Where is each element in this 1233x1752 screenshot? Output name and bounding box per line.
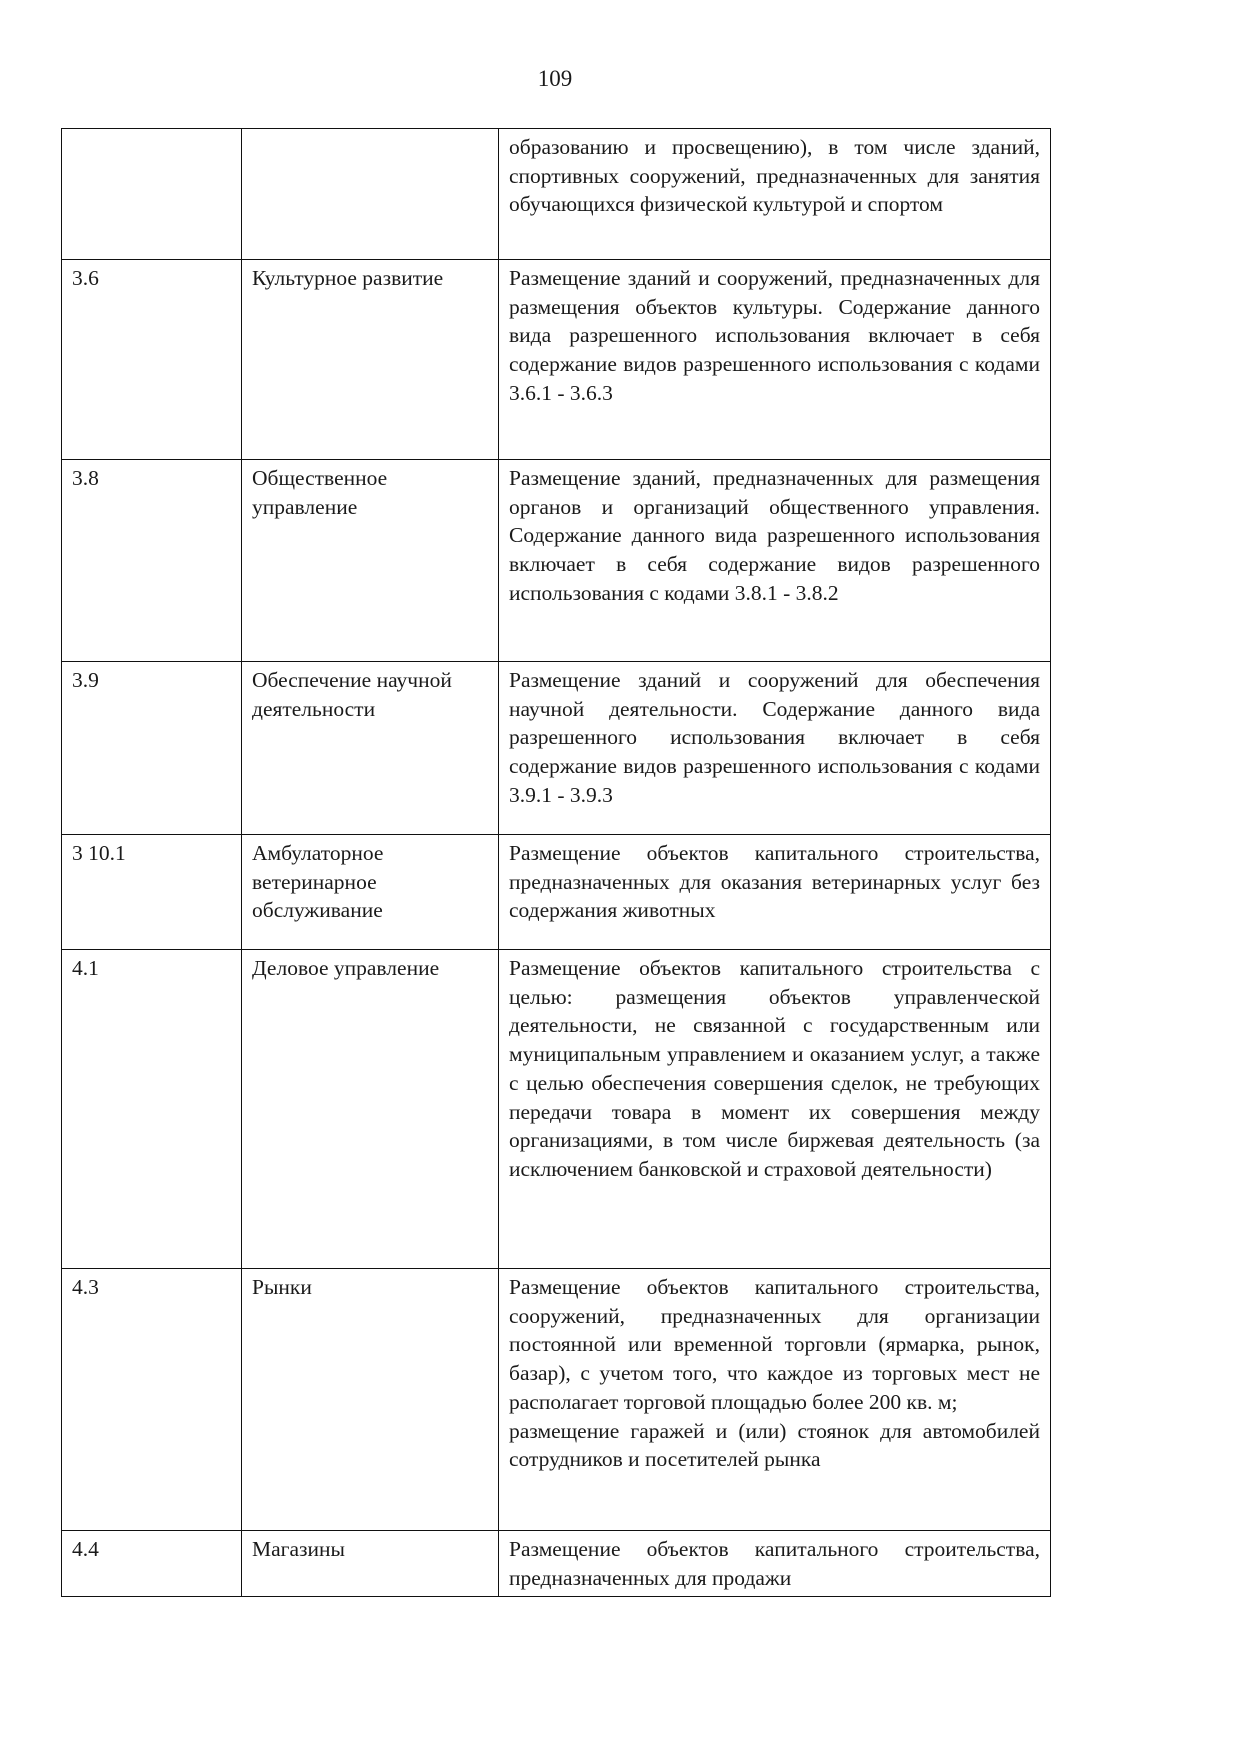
description-paragraph: Размещение зданий, предназначенных для размещения органов и организаций общественного управления. Содержание данного вида разрешенного использования включает в себя содержание видов разрешенного использования с кодами 3.8.1 - 3.8.2: [509, 466, 1040, 605]
description-cell: [499, 460, 1051, 662]
description-cell: [499, 129, 1051, 260]
description-paragraph: Размещение объектов капитального строительства с целью: размещения объектов управленческой деятельности, не связанной с государственным или муниципальным управлением и оказанием услуг, а также с целью обеспечения совершения сделок, не требующих передачи товара в момент их совершения между организациями, в том числе биржевая деятельность (за исключением банковской и страховой деятельности): [509, 956, 1040, 1181]
description-cell: [499, 1531, 1051, 1597]
table-row: [62, 950, 1051, 1269]
description-cell: [499, 835, 1051, 950]
description-cell: [499, 1269, 1051, 1531]
table-row: [62, 835, 1051, 950]
name-cell: Рынки: [242, 1269, 499, 1531]
table-row: [62, 1269, 1051, 1531]
description-paragraph: Размещение объектов капитального строительства, предназначенных для продажи: [509, 1537, 1040, 1590]
description-cell: [499, 950, 1051, 1269]
name-cell: Амбулаторное ветеринарное обслуживание: [242, 835, 499, 950]
description-cell: [499, 260, 1051, 460]
code-cell: 3.6: [62, 260, 242, 460]
code-cell: 3.8: [62, 460, 242, 662]
name-cell: [242, 129, 499, 260]
description-paragraph: Размещение зданий и сооружений для обеспечения научной деятельности. Содержание данного вида разрешенного использования включает в себя содержание видов разрешенного использования с кодами 3.9.1 - 3.9.3: [509, 668, 1040, 807]
code-cell: 4.4: [62, 1531, 242, 1597]
description-paragraph: Размещение объектов капитального строительства, предназначенных для оказания ветеринарных услуг без содержания животных: [509, 841, 1040, 923]
name-cell: Обеспечение научной деятельности: [242, 662, 499, 835]
table-row: [62, 662, 1051, 835]
table-row: [62, 1531, 1051, 1597]
code-cell: [62, 129, 242, 260]
name-cell: Общественное управление: [242, 460, 499, 662]
description-paragraph: Размещение зданий и сооружений, предназначенных для размещения объектов культуры. Содержание данного вида разрешенного использования включает в себя содержание видов разрешенного использования с кодами 3.6.1 - 3.6.3: [509, 266, 1040, 405]
description-paragraph: Размещение объектов капитального строительства, сооружений, предназначенных для организации постоянной или временной торговли (ярмарка, рынок, базар), с учетом того, что каждое из торговых мест не располагает торговой площадью более 200 кв. м;: [509, 1275, 1040, 1414]
code-cell: 3.9: [62, 662, 242, 835]
table-row: [62, 129, 1051, 260]
code-cell: 3 10.1: [62, 835, 242, 950]
table-row: [62, 260, 1051, 460]
name-cell: Культурное развитие: [242, 260, 499, 460]
code-cell: 4.1: [62, 950, 242, 1269]
name-cell: Деловое управление: [242, 950, 499, 1269]
table-row: [62, 460, 1051, 662]
description-paragraph: размещение гаражей и (или) стоянок для автомобилей сотрудников и посетителей рынка: [509, 1418, 1040, 1472]
description-cell: [499, 662, 1051, 835]
name-cell: Магазины: [242, 1531, 499, 1597]
code-cell: 4.3: [62, 1269, 242, 1531]
land-use-table: [61, 128, 1051, 1597]
page-number: 109: [537, 66, 573, 91]
description-paragraph: образованию и просвещению), в том числе зданий, спортивных сооружений, предназначенных для занятия обучающихся физической культурой и спортом: [509, 135, 1040, 217]
